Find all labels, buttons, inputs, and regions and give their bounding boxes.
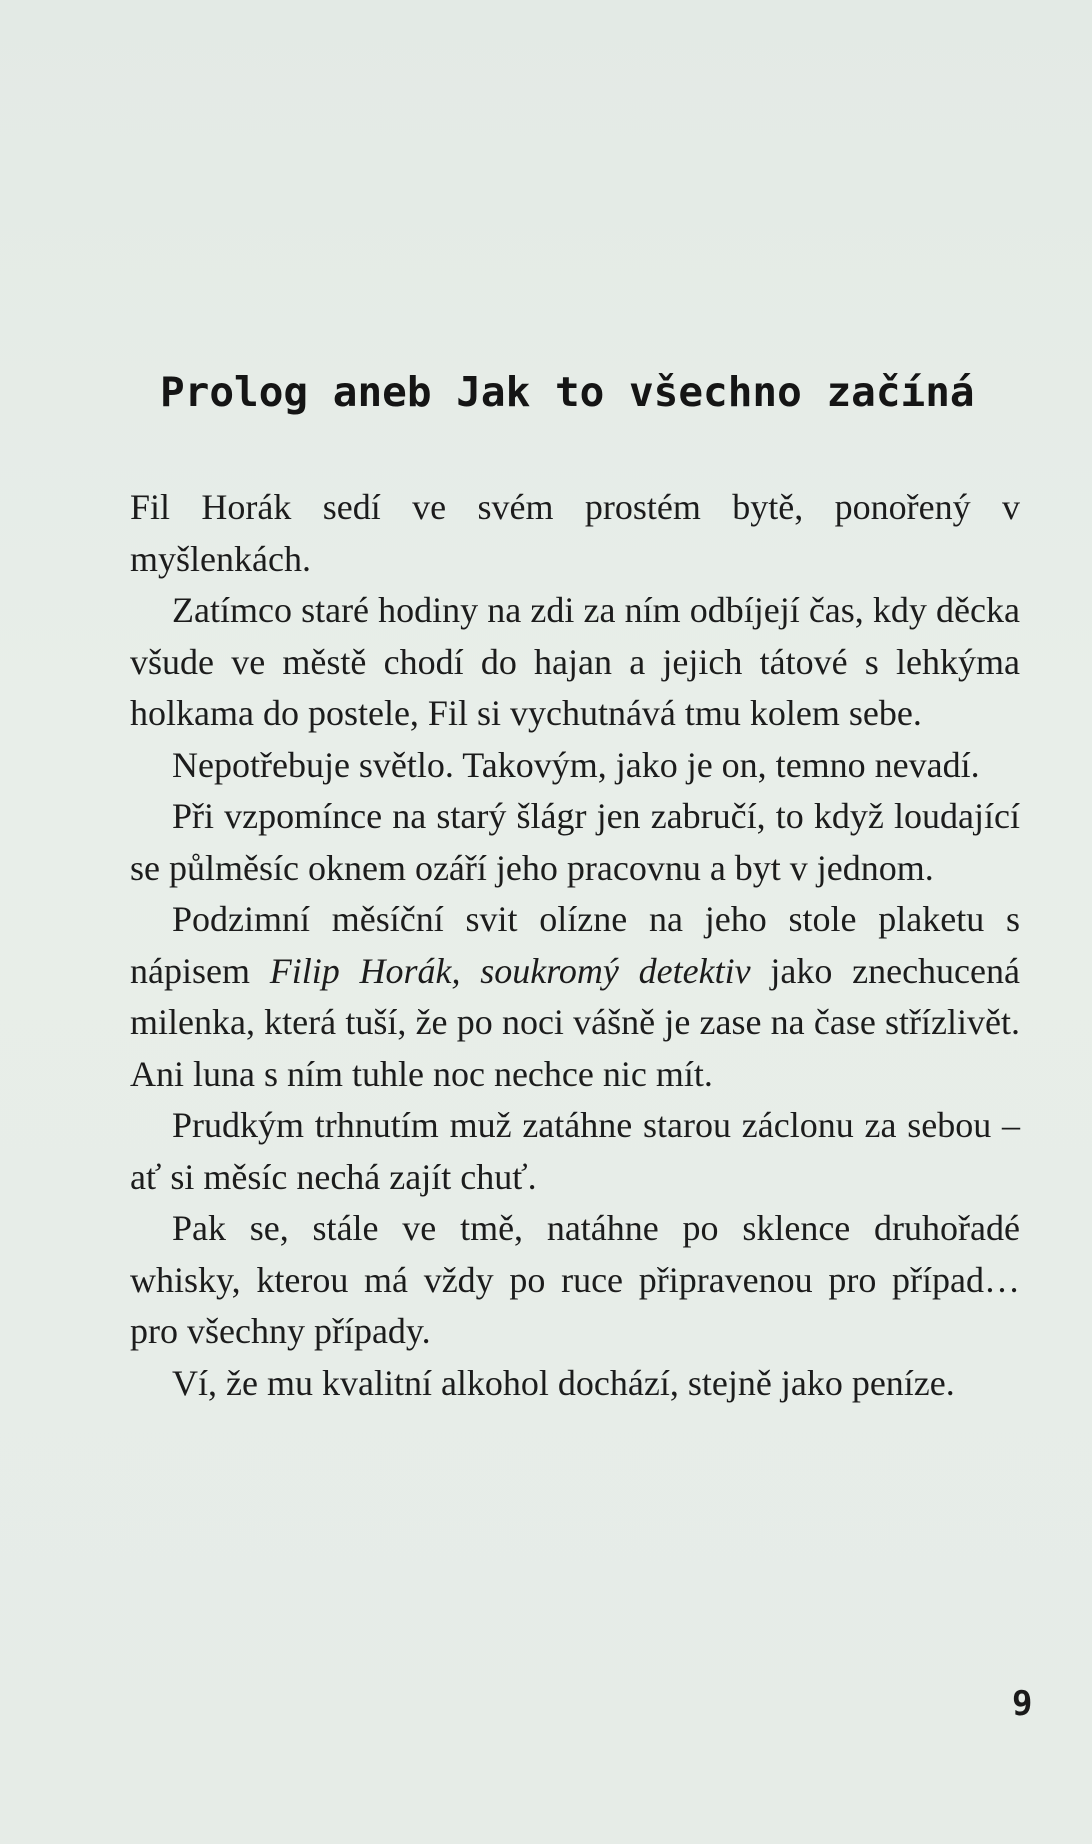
chapter-body (130, 482, 1020, 1409)
paragraph: Při vzpomínce na starý šlágr jen zabručí, to když loudající se půlměsíc oknem ozáří jeho pracovnu a byt v jednom. (130, 796, 1020, 888)
paragraph: Nepotřebuje světlo. Takovým, jako je on, temno nevadí. (172, 744, 980, 785)
paragraph: Zatímco staré hodiny na zdi za ním odbíjejí čas, kdy děcka všude ve městě chodí do hajan a jejich tátové s lehkýma holkama do postele, Fil si vychutnává tmu kolem sebe. (130, 590, 1020, 733)
paragraph: Fil Horák sedí ve svém prostém bytě, ponořený v myšlenkách. (130, 487, 1020, 579)
paragraph: Pak se, stále ve tmě, natáhne po sklence druhořadé whisky, kterou má vždy po ruce připravenou pro případ… pro všechny případy. (130, 1208, 1020, 1351)
paragraph (130, 894, 1020, 1100)
paragraph: Ví, že mu kvalitní alkohol dochází, stejně jako peníze. (172, 1362, 955, 1403)
chapter-title: Prolog aneb Jak to všechno začíná (160, 368, 975, 416)
paragraph-text: Podzimní měsíční svit olízne na jeho stole plaketu s nápisem (130, 899, 1020, 991)
plaque-inscription: Filip Horák, soukromý detektiv (269, 950, 751, 991)
paragraph: Prudkým trhnutím muž zatáhne starou záclonu za sebou – ať si měsíc nechá zajít chuť. (130, 1105, 1020, 1197)
page-number: 9 (1012, 1684, 1033, 1724)
paragraph-text: jako znechucená milenka, která tuší, že po noci vášně je zase na čase střízlivět. Ani luna s ním tuhle noc nechce nic mít. (130, 950, 1020, 1094)
